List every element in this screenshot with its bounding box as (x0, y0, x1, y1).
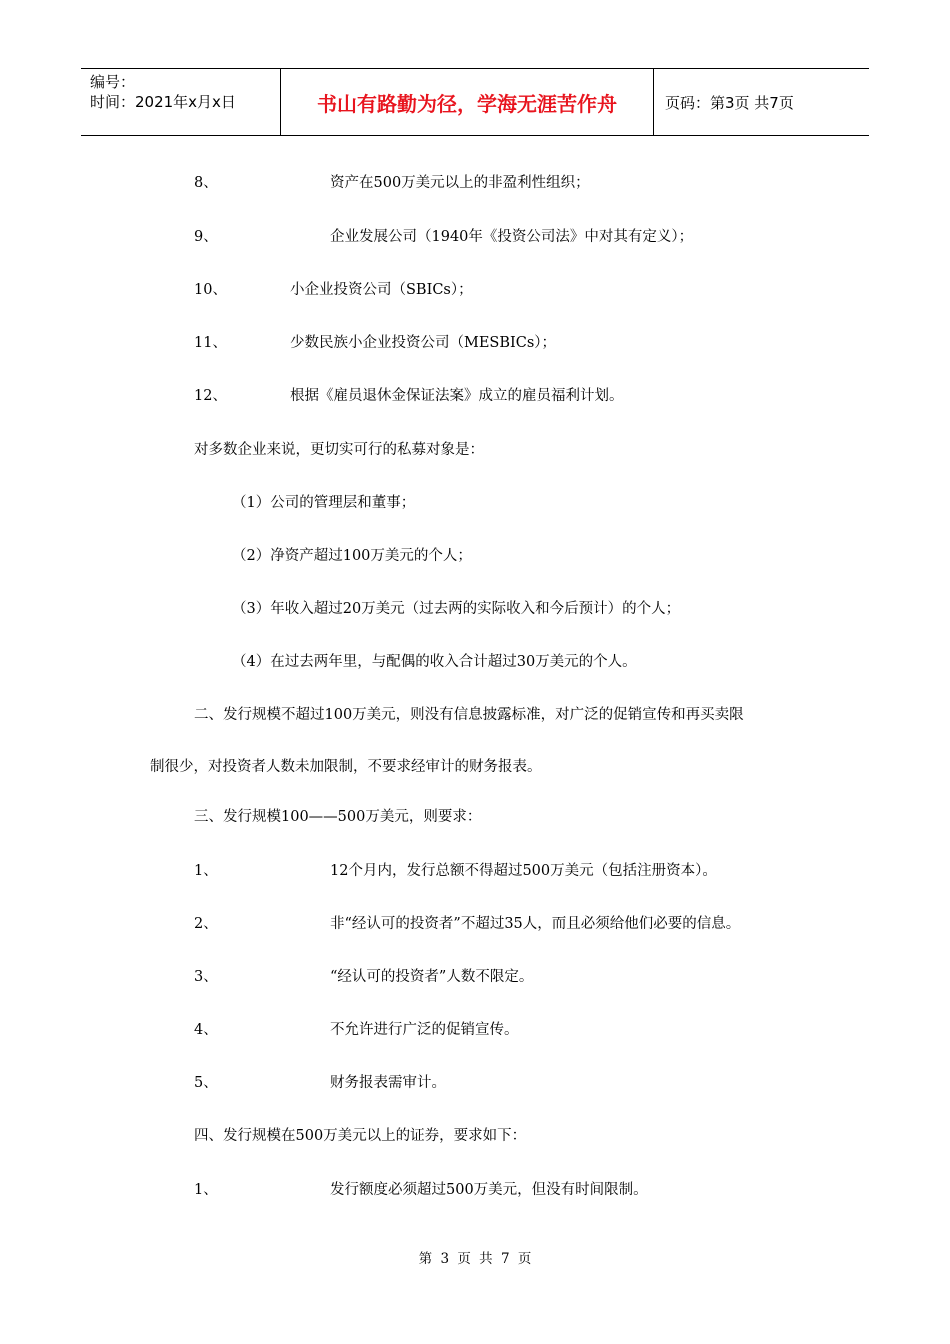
list-item-text: 根据《雇员退休金保证法案》成立的雇员福利计划。 (290, 388, 624, 404)
list-item-text: 12个月内，发行总额不得超过500万美元（包括注册资本）。 (330, 863, 717, 879)
sub-list-item: （4）在过去两年里，与配偶的收入合计超过30万美元的个人。 (232, 654, 637, 670)
footer-text: 共 (479, 1251, 493, 1267)
list-item-text: “经认可的投资者”人数不限定。 (330, 969, 534, 985)
page-footer (0, 1247, 950, 1267)
list-item-number: 1、 (194, 1182, 218, 1198)
list-item-number: 9、 (194, 229, 218, 245)
footer-text: 第 (418, 1251, 433, 1267)
section-2-line-1: 二、发行规模不超过100万美元，则没有信息披露标准，对广泛的促销宣传和再买卖限 (194, 707, 744, 723)
list-item-text: 不允许进行广泛的促销宣传。 (330, 1022, 519, 1038)
list-item-text: 财务报表需审计。 (330, 1075, 446, 1091)
footer-text: 页 (457, 1251, 471, 1267)
sub-list-item: （2）净资产超过100万美元的个人； (232, 548, 472, 564)
list-item-text: 发行额度必须超过500万美元，但没有时间限制。 (330, 1182, 648, 1198)
list-item-text: 小企业投资公司（SBICs）； (290, 282, 473, 298)
list-item-text: 非“经认可的投资者”不超过35人，而且必须给他们必要的信息。 (330, 916, 741, 932)
list-item-number: 3、 (194, 969, 218, 985)
header-page-label: 页码：第3页 共7页 (665, 93, 794, 112)
document-time-label: 时间：2021年x月x日 (90, 93, 236, 111)
sub-list-item: （3）年收入超过20万美元（过去两的实际收入和今后预计）的个人； (232, 601, 681, 617)
list-item-number: 2、 (194, 916, 218, 932)
sub-list-item: （1）公司的管理层和董事； (232, 495, 416, 511)
list-item-text: 企业发展公司（1940年《投资公司法》中对其有定义）； (330, 229, 694, 245)
list-item-number: 12、 (194, 388, 227, 404)
list-item-number: 1、 (194, 863, 218, 879)
page-header (81, 68, 869, 136)
footer-total-pages: 7 (500, 1251, 510, 1267)
list-item-number: 4、 (194, 1022, 218, 1038)
section-2-line-2: 制很少，对投资者人数未加限制，不要求经审计的财务报表。 (150, 759, 542, 775)
section-3-title: 三、发行规模100——500万美元，则要求： (194, 809, 482, 825)
list-item-number: 8、 (194, 175, 218, 191)
header-motto: 书山有路勤为径，学海无涯苦作舟 (281, 69, 654, 135)
list-item-number: 5、 (194, 1075, 218, 1091)
header-info-cell (81, 69, 281, 135)
section-4-title: 四、发行规模在500万美元以上的证券，要求如下： (194, 1128, 527, 1144)
list-item-text: 资产在500万美元以上的非盈利性组织； (330, 175, 590, 191)
footer-text: 页 (517, 1251, 532, 1267)
paragraph-private-targets: 对多数企业来说，更切实可行的私募对象是： (194, 442, 484, 458)
document-number-label: 编号： (90, 73, 136, 91)
footer-page-number: 3 (440, 1251, 450, 1267)
list-item-number: 10、 (194, 282, 227, 298)
list-item-text: 少数民族小企业投资公司（MESBICs）； (290, 335, 557, 351)
list-item-number: 11、 (194, 335, 227, 351)
